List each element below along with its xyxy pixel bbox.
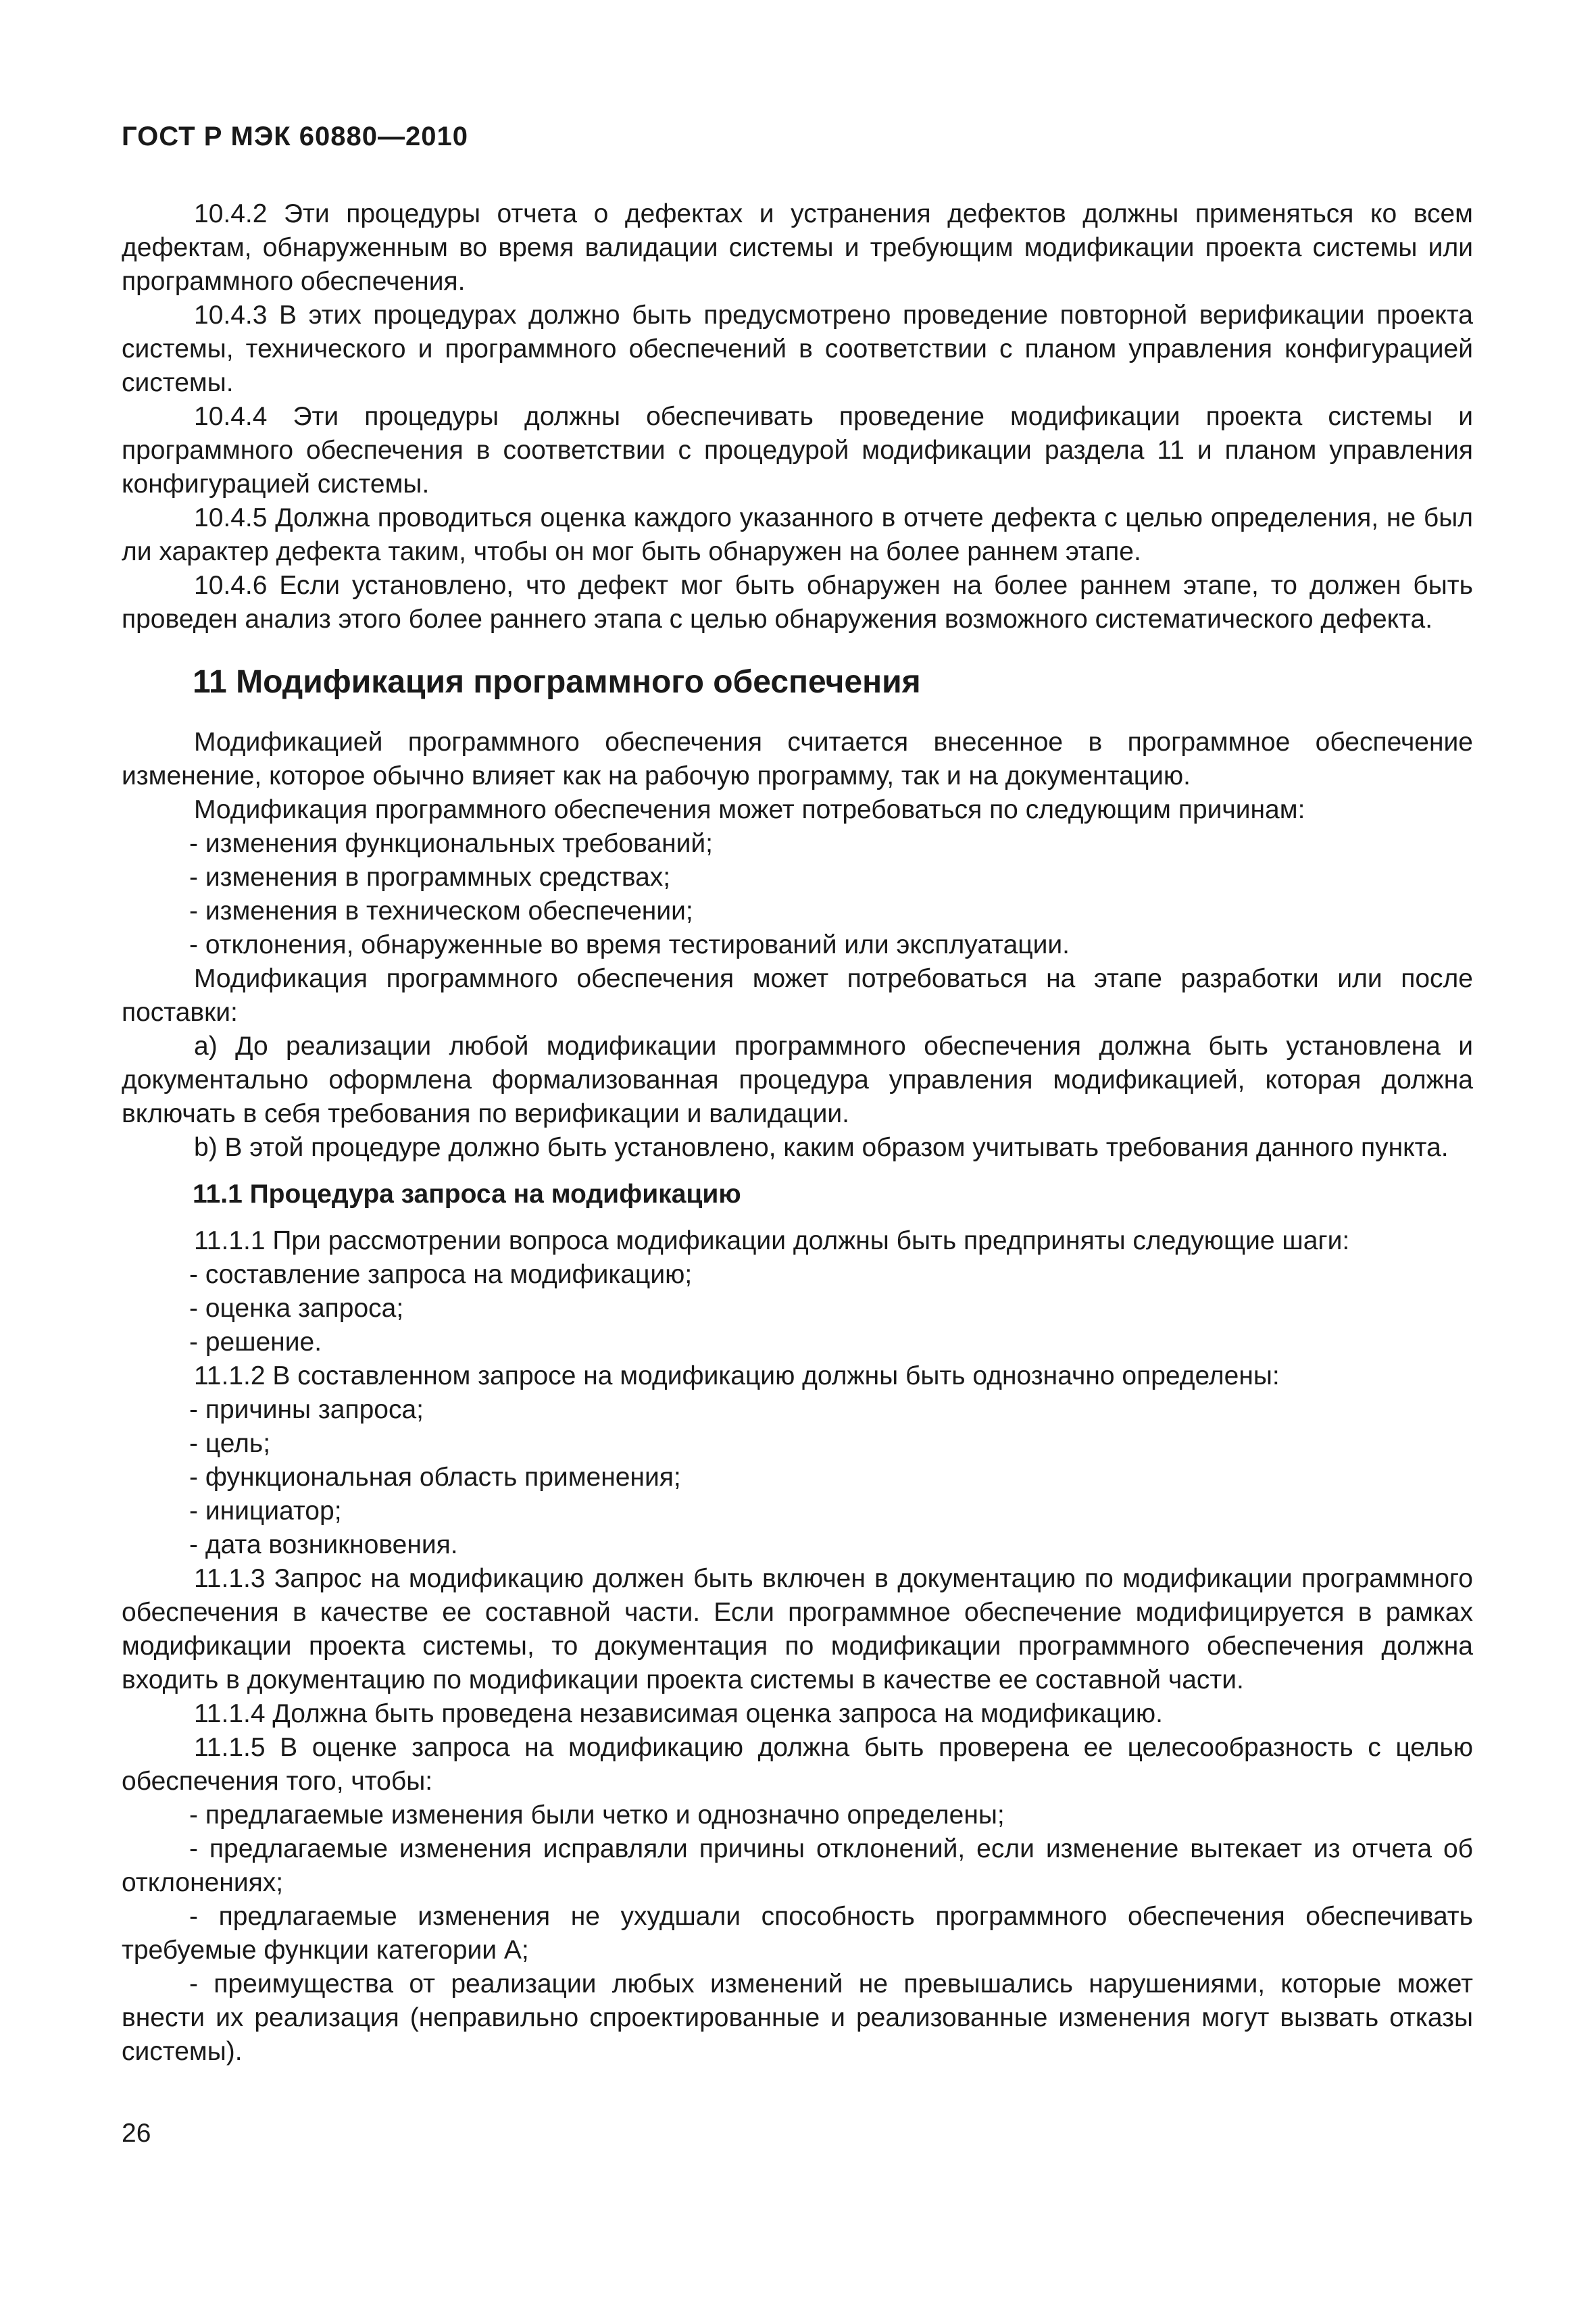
list-item: - причины запроса; [189, 1395, 424, 1424]
list-item: - дата возникновения. [189, 1530, 458, 1559]
paragraph: 11.1.2 В составленном запросе на модификацию должны быть однозначно определены: [194, 1361, 1280, 1390]
list-item: - предлагаемые изменения не ухудшали способность программного обеспечения обеспечивать требуемые функции категории А; [122, 1902, 1473, 1965]
subsection-heading: 11.1 Процедура запроса на модификацию [193, 1180, 741, 1209]
document-body [122, 197, 1473, 2069]
list-item: - отклонения, обнаруженные во время тестирований или эксплуатации. [189, 930, 1070, 959]
list-item: - составление запроса на модификацию; [189, 1260, 693, 1289]
list-item: - предлагаемые изменения были четко и однозначно определены; [189, 1801, 1005, 1830]
list-item: - преимущества от реализации любых изменений не превышались нарушениями, которые может внести их реализация (неправильно спроектированные и реализованные изменения могут вызвать отказы системы). [122, 1969, 1473, 2066]
paragraph: b) В этой процедуре должно быть установлено, каким образом учитывать требования данного пункта. [194, 1133, 1449, 1162]
paragraph: 11.1.1 При рассмотрении вопроса модификации должны быть предприняты следующие шаги: [194, 1226, 1350, 1255]
list-item: - изменения в программных средствах; [189, 863, 671, 892]
paragraph: Модификацией программного обеспечения считается внесенное в программное обеспечение изменение, которое обычно влияет как на рабочую программу, так и на документацию. [122, 728, 1473, 790]
paragraph: 10.4.3 В этих процедурах должно быть предусмотрено проведение повторной верификации проекта системы, технического и программного обеспечений в соответствии с планом управления конфигурацией системы. [122, 301, 1473, 397]
page-number: 26 [122, 2119, 151, 2148]
document-header: ГОСТ Р МЭК 60880—2010 [122, 122, 469, 151]
list-item: - решение. [189, 1328, 322, 1357]
paragraph: a) До реализации любой модификации программного обеспечения должна быть установлена и документально оформлена формализованная процедура управления модификацией, которая должна включать в себя требования по верификации и валидации. [122, 1032, 1473, 1128]
list-item: - изменения функциональных требований; [189, 829, 714, 858]
paragraph: Модификация программного обеспечения может потребоваться на этапе разработки или после поставки: [122, 964, 1473, 1027]
list-item: - инициатор; [189, 1496, 342, 1526]
paragraph: 10.4.6 Если установлено, что дефект мог быть обнаружен на более раннем этапе, то должен быть проведен анализ этого более раннего этапа с целью обнаружения возможного систематического дефекта. [122, 571, 1473, 634]
paragraph: 11.1.5 В оценке запроса на модификацию должна быть проверена ее целесообразность с целью обеспечения того, чтобы: [122, 1733, 1473, 1796]
section-heading: 11 Модификация программного обеспечения [193, 664, 921, 700]
paragraph: 11.1.3 Запрос на модификацию должен быть включен в документацию по модификации программного обеспечения в качестве ее составной части. Если программное обеспечение модифицируется в рамках модификации проекта системы, то документация по модификации программного обеспечения должна входить в документацию по модификации проекта системы в качестве ее составной части. [122, 1564, 1473, 1694]
list-item: - предлагаемые изменения исправляли причины отклонений, если изменение вытекает из отчета об отклонениях; [122, 1834, 1473, 1897]
paragraph: 10.4.4 Эти процедуры должны обеспечивать проведение модификации проекта системы и программного обеспечения в соответствии с процедурой модификации раздела 11 и планом управления конфигурацией системы. [122, 402, 1473, 499]
list-item: - функциональная область применения; [189, 1463, 681, 1492]
paragraph: 10.4.5 Должна проводиться оценка каждого указанного в отчете дефекта с целью определения, не был ли характер дефекта таким, чтобы он мог быть обнаружен на более раннем этапе. [122, 503, 1473, 566]
list-item: - оценка запроса; [189, 1294, 404, 1323]
paragraph: Модификация программного обеспечения может потребоваться по следующим причинам: [194, 795, 1305, 824]
paragraph: 11.1.4 Должна быть проведена независимая оценка запроса на модификацию. [194, 1699, 1163, 1728]
paragraph: 10.4.2 Эти процедуры отчета о дефектах и устранения дефектов должны применяться ко всем дефектам, обнаруженным во время валидации системы и требующим модификации проекта системы или программного обеспечения. [122, 199, 1473, 296]
list-item: - изменения в техническом обеспечении; [189, 897, 693, 926]
list-item: - цель; [189, 1429, 271, 1458]
